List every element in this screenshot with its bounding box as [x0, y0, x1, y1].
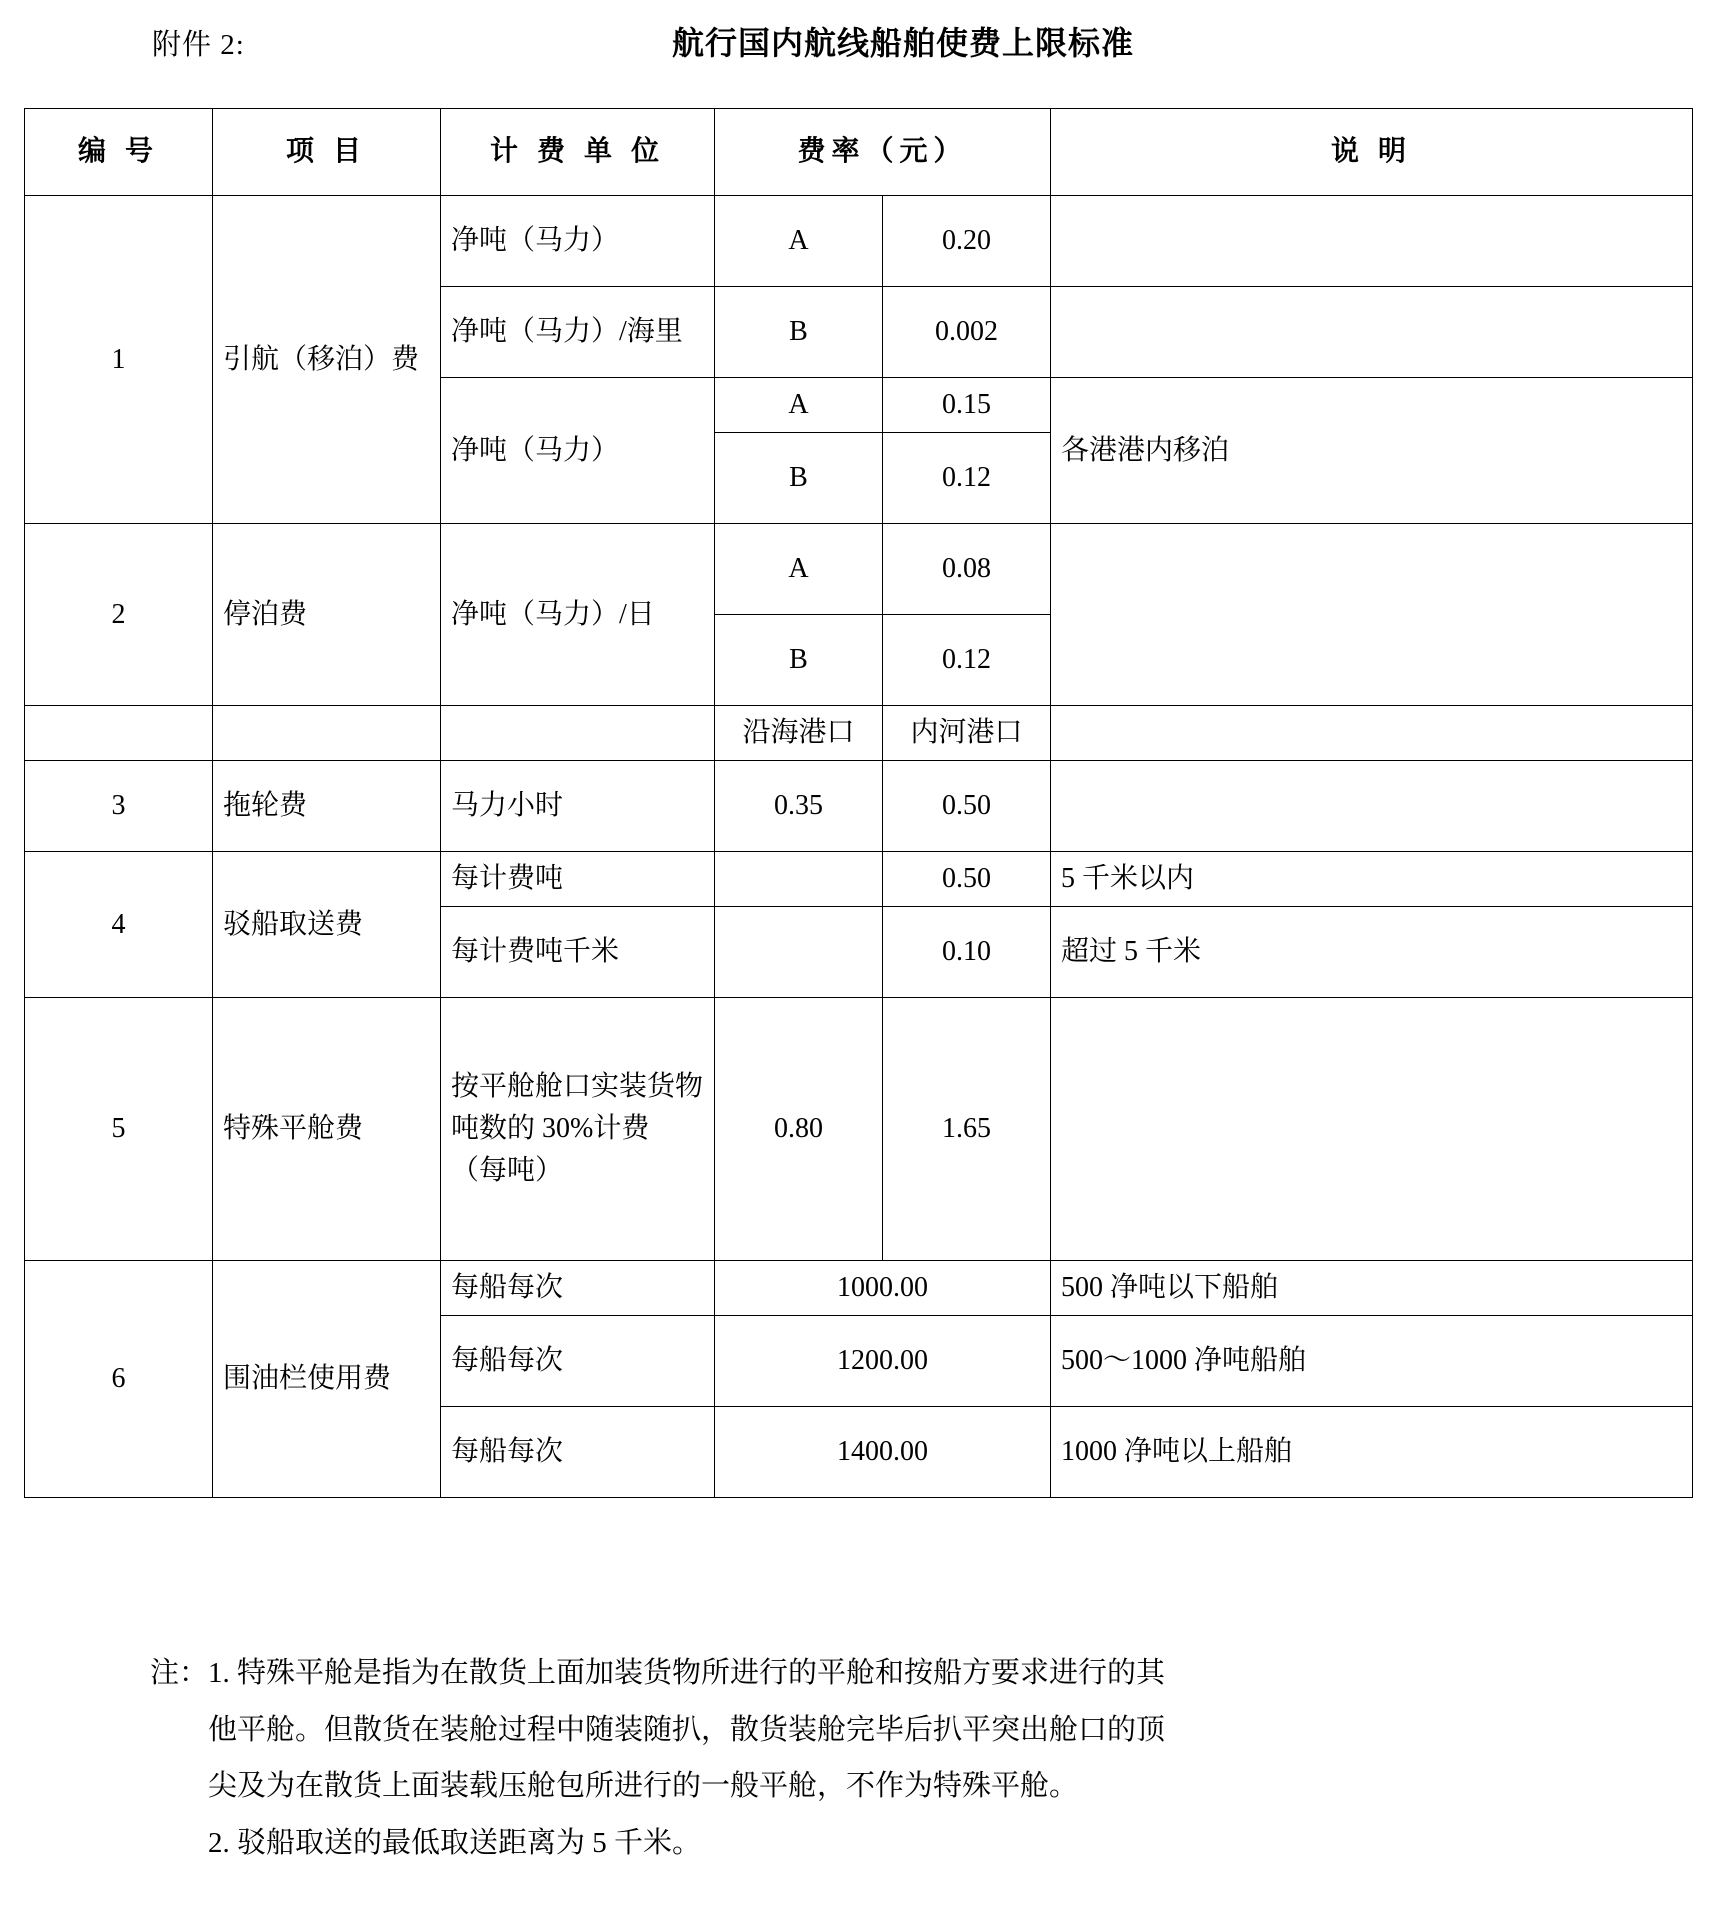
rate-inland: 0.50 [883, 761, 1051, 852]
column-header-rate: 费率（元） [715, 109, 1051, 196]
column-header-item: 项 目 [213, 109, 441, 196]
row-remark: 500～1000 净吨船舶 [1051, 1316, 1693, 1407]
row-no: 1 [25, 196, 213, 524]
row-remark: 1000 净吨以上船舶 [1051, 1407, 1693, 1498]
table-row [25, 196, 1693, 287]
row-item: 围油栏使用费 [213, 1261, 441, 1498]
row-no: 4 [25, 852, 213, 998]
rate-merged: 1400.00 [715, 1407, 1051, 1498]
row-remark [1051, 287, 1693, 378]
row-no: 6 [25, 1261, 213, 1498]
row-remark [1051, 761, 1693, 852]
subheader-coastal: 沿海港口 [715, 706, 883, 761]
table-header-row [25, 109, 1693, 196]
rate-value: 0.08 [883, 524, 1051, 615]
row-remark [1051, 998, 1693, 1261]
note-line-2: 他平舱。但散货在装舱过程中随装随扒，散货装舱完毕后扒平突出舱口的顶 [208, 1713, 1166, 1746]
row-unit: 每船每次 [441, 1407, 715, 1498]
row-unit: 每船每次 [441, 1316, 715, 1407]
rate-value: 0.12 [883, 433, 1051, 524]
row-unit: 净吨（马力） [441, 378, 715, 524]
rate-grade: B [715, 287, 883, 378]
row-remark: 超过 5 千米 [1051, 907, 1693, 998]
subheader-empty-remark [1051, 706, 1693, 761]
row-unit: 每船每次 [441, 1261, 715, 1316]
row-no: 3 [25, 761, 213, 852]
rate-grade: A [715, 524, 883, 615]
subheader-empty-no [25, 706, 213, 761]
table-row [25, 1261, 1693, 1316]
rate-coastal [715, 852, 883, 907]
note-line-3: 尖及为在散货上面装载压舱包所进行的一般平舱，不作为特殊平舱。 [208, 1770, 1079, 1803]
column-header-unit: 计 费 单 位 [441, 109, 715, 196]
row-remark [1051, 524, 1693, 706]
rate-grade: A [715, 196, 883, 287]
rate-coastal [715, 907, 883, 998]
row-remark: 5 千米以内 [1051, 852, 1693, 907]
table-row [25, 524, 1693, 615]
column-header-remark: 说 明 [1051, 109, 1693, 196]
row-item: 驳船取送费 [213, 852, 441, 998]
subheader-empty-item [213, 706, 441, 761]
rate-value: 0.002 [883, 287, 1051, 378]
column-header-no: 编 号 [25, 109, 213, 196]
rate-merged: 1000.00 [715, 1261, 1051, 1316]
table-row [25, 761, 1693, 852]
attachment-label: 附件 2: [152, 29, 245, 61]
rate-value: 0.15 [883, 378, 1051, 433]
table-row [25, 998, 1693, 1261]
row-no: 5 [25, 998, 213, 1261]
row-item: 特殊平舱费 [213, 998, 441, 1261]
rate-inland: 0.10 [883, 907, 1051, 998]
row-unit: 每计费吨千米 [441, 907, 715, 998]
fee-standard-table [24, 108, 1693, 1498]
rate-merged: 1200.00 [715, 1316, 1051, 1407]
rate-inland: 1.65 [883, 998, 1051, 1261]
row-remark: 各港港内移泊 [1051, 378, 1693, 524]
row-unit: 净吨（马力） [441, 196, 715, 287]
row-no: 2 [25, 524, 213, 706]
rate-grade: A [715, 378, 883, 433]
row-item: 停泊费 [213, 524, 441, 706]
row-unit: 净吨（马力）/海里 [441, 287, 715, 378]
note-line-1: 注：1. 特殊平舱是指为在散货上面加装货物所进行的平舱和按船方要求进行的其 [150, 1657, 1166, 1689]
rate-value: 0.12 [883, 615, 1051, 706]
subheader-inland: 内河港口 [883, 706, 1051, 761]
rate-grade: B [715, 433, 883, 524]
note-line-4: 2. 驳船取送的最低取送距离为 5 千米。 [208, 1826, 702, 1859]
document-header [0, 0, 1716, 72]
table-row [25, 852, 1693, 907]
rate-coastal: 0.80 [715, 998, 883, 1261]
rate-coastal: 0.35 [715, 761, 883, 852]
rate-inland: 0.50 [883, 852, 1051, 907]
row-unit: 净吨（马力）/日 [441, 524, 715, 706]
row-remark [1051, 196, 1693, 287]
rate-value: 0.20 [883, 196, 1051, 287]
row-remark: 500 净吨以下船舶 [1051, 1261, 1693, 1316]
row-unit: 每计费吨 [441, 852, 715, 907]
row-unit: 马力小时 [441, 761, 715, 852]
row-item: 引航（移泊）费 [213, 196, 441, 524]
notes-block [150, 1645, 1570, 1871]
row-item: 拖轮费 [213, 761, 441, 852]
table-subheader-row [25, 706, 1693, 761]
row-unit: 按平舱舱口实装货物吨数的 30%计费（每吨） [441, 998, 715, 1261]
page-title: 航行国内航线船舶使费上限标准 [671, 25, 1134, 61]
subheader-empty-unit [441, 706, 715, 761]
rate-grade: B [715, 615, 883, 706]
